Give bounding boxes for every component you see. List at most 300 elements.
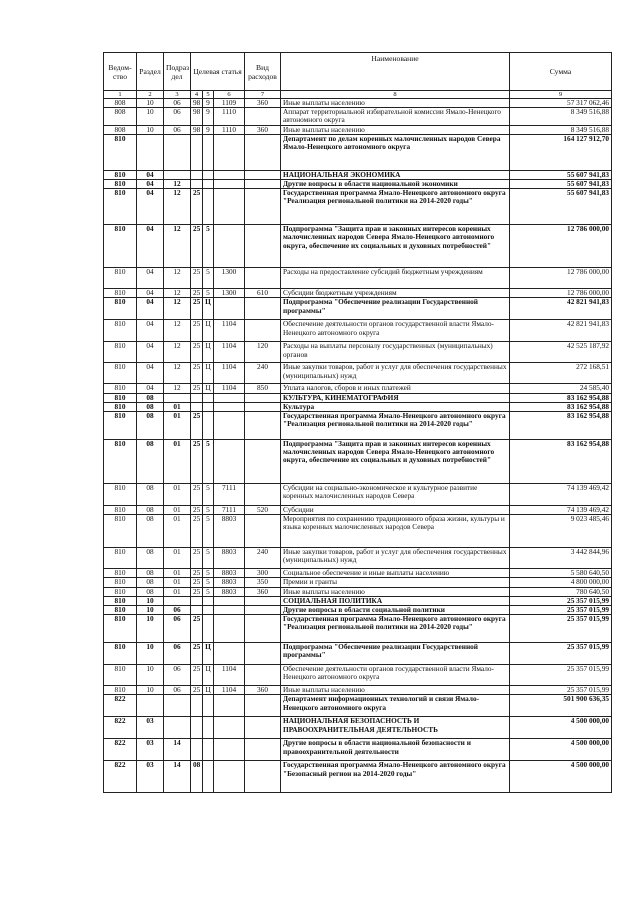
cell-amount: 8 349 516,88: [510, 125, 612, 134]
cell-podrazdel: 14: [164, 739, 191, 761]
cell-target-program: [191, 170, 203, 179]
cell-vedomstvo: 810: [104, 363, 137, 384]
cell-amount: 780 640,50: [510, 587, 612, 596]
cell-name: Субсидии на социально-экономическое и культурное развитие коренных малочисленных народов Севера: [281, 484, 510, 506]
cell-target-direction: [214, 412, 245, 440]
cell-amount: 12 786 000,00: [510, 268, 612, 289]
cell-vedomstvo: 810: [104, 506, 137, 515]
cell-target-subprogram: [203, 596, 214, 605]
cell-razdel: 08: [137, 515, 164, 548]
cell-expense-type: [245, 643, 281, 665]
cell-amount: 55 607 941,83: [510, 189, 612, 225]
cell-expense-type: 360: [245, 587, 281, 596]
cell-name: КУЛЬТУРА, КИНЕМАТОГРАФИЯ: [281, 393, 510, 402]
cell-expense-type: [245, 393, 281, 402]
cell-amount: 42 821 941,83: [510, 320, 612, 342]
column-number: 1: [104, 91, 137, 99]
cell-vedomstvo: 810: [104, 320, 137, 342]
cell-name: Уплата налогов, сборов и иных платежей: [281, 384, 510, 393]
cell-expense-type: [245, 320, 281, 342]
cell-razdel: 08: [137, 484, 164, 506]
cell-name: Премии и гранты: [281, 578, 510, 587]
column-number: 5: [203, 91, 214, 99]
cell-amount: 83 162 954,88: [510, 393, 612, 402]
cell-expense-type: [245, 665, 281, 686]
cell-razdel: [137, 695, 164, 717]
cell-amount: 3 442 844,96: [510, 548, 612, 569]
header-podrazdel: Подраз дел: [164, 53, 191, 91]
cell-amount: 83 162 954,88: [510, 402, 612, 411]
cell-razdel: 04: [137, 268, 164, 289]
cell-target-subprogram: Ц: [203, 665, 214, 686]
cell-podrazdel: 06: [164, 99, 191, 108]
cell-expense-type: [245, 615, 281, 643]
cell-podrazdel: 12: [164, 384, 191, 393]
cell-vedomstvo: 808: [104, 99, 137, 108]
cell-target-subprogram: [203, 134, 214, 170]
cell-name: СОЦИАЛЬНАЯ ПОЛИТИКА: [281, 596, 510, 605]
cell-target-program: 25: [191, 189, 203, 225]
cell-razdel: 04: [137, 342, 164, 363]
cell-name: Культура: [281, 402, 510, 411]
cell-amount: 25 357 015,99: [510, 596, 612, 605]
column-number: 4: [191, 91, 203, 99]
cell-podrazdel: 12: [164, 180, 191, 189]
cell-target-program: 25: [191, 587, 203, 596]
cell-name: НАЦИОНАЛЬНАЯ БЕЗОПАСНОСТЬ И ПРАВООХРАНИТЕЛЬНАЯ ДЕЯТЕЛЬНОСТЬ: [281, 717, 510, 739]
cell-razdel: 08: [137, 548, 164, 569]
cell-expense-type: [245, 606, 281, 615]
cell-razdel: 08: [137, 440, 164, 484]
cell-name: Государственная программа Ямало-Ненецкого автономного округа "Реализация региональной политики на 2014-2020 годы": [281, 189, 510, 225]
table-row: [104, 615, 612, 643]
cell-target-subprogram: 5: [203, 548, 214, 569]
cell-expense-type: [245, 134, 281, 170]
cell-vedomstvo: 810: [104, 686, 137, 695]
cell-amount: 4 500 000,00: [510, 761, 612, 793]
cell-target-subprogram: [203, 695, 214, 717]
cell-target-subprogram: [203, 180, 214, 189]
cell-expense-type: 520: [245, 506, 281, 515]
cell-expense-type: [245, 189, 281, 225]
cell-amount: 4 800 000,00: [510, 578, 612, 587]
cell-vedomstvo: 810: [104, 596, 137, 605]
cell-amount: 83 162 954,88: [510, 440, 612, 484]
cell-razdel: 08: [137, 587, 164, 596]
cell-expense-type: [245, 761, 281, 793]
cell-podrazdel: 01: [164, 506, 191, 515]
table-row: [104, 342, 612, 363]
cell-podrazdel: 06: [164, 108, 191, 125]
cell-target-subprogram: [203, 412, 214, 440]
cell-podrazdel: 01: [164, 578, 191, 587]
column-number-row: [104, 91, 612, 99]
cell-target-program: [191, 695, 203, 717]
cell-vedomstvo: 810: [104, 615, 137, 643]
cell-name: Социальное обеспечение и иные выплаты населению: [281, 569, 510, 578]
cell-name: Подпрограмма "Защита прав и законных интересов коренных малочисленных народов Севера Ямало-Ненецкого автономного округа, обеспечение их социальных и духовных потребностей": [281, 440, 510, 484]
cell-target-direction: [214, 393, 245, 402]
cell-amount: 272 168,51: [510, 363, 612, 384]
column-number: 6: [214, 91, 245, 99]
cell-name: Обеспечение деятельности органов государственной власти Ямало-Ненецкого автономного округа: [281, 665, 510, 686]
cell-target-program: [191, 402, 203, 411]
table-row: [104, 225, 612, 268]
cell-podrazdel: [164, 134, 191, 170]
cell-name: НАЦИОНАЛЬНАЯ ЭКОНОМИКА: [281, 170, 510, 179]
column-number: 7: [245, 91, 281, 99]
cell-amount: 12 786 000,00: [510, 289, 612, 298]
cell-amount: 25 357 015,99: [510, 615, 612, 643]
cell-target-subprogram: Ц: [203, 298, 214, 320]
column-number: 9: [510, 91, 612, 99]
cell-amount: 42 525 187,92: [510, 342, 612, 363]
table-row: [104, 289, 612, 298]
cell-expense-type: 300: [245, 569, 281, 578]
cell-podrazdel: [164, 393, 191, 402]
cell-expense-type: [245, 268, 281, 289]
cell-target-subprogram: 9: [203, 125, 214, 134]
cell-vedomstvo: 808: [104, 108, 137, 125]
cell-target-program: 25: [191, 686, 203, 695]
cell-name: Другие вопросы в области социальной политики: [281, 606, 510, 615]
cell-target-program: 25: [191, 412, 203, 440]
cell-razdel: 10: [137, 606, 164, 615]
budget-document: [103, 52, 612, 793]
cell-podrazdel: 12: [164, 268, 191, 289]
cell-vedomstvo: 810: [104, 384, 137, 393]
cell-amount: 164 127 912,70: [510, 134, 612, 170]
cell-name: Подпрограмма "Обеспечение реализации Государственной программы": [281, 298, 510, 320]
cell-vedomstvo: 810: [104, 189, 137, 225]
cell-name: Мероприятия по сохранению традиционного образа жизни, культуры и языка коренных малочисленных народов Севера: [281, 515, 510, 548]
cell-podrazdel: 06: [164, 125, 191, 134]
cell-podrazdel: 12: [164, 342, 191, 363]
cell-target-program: [191, 596, 203, 605]
cell-razdel: 10: [137, 596, 164, 605]
table-row: [104, 412, 612, 440]
cell-name: Государственная программа Ямало-Ненецкого автономного округа "Реализация региональной политики на 2014-2020 годы": [281, 412, 510, 440]
cell-podrazdel: 12: [164, 298, 191, 320]
table-row: [104, 587, 612, 596]
cell-target-direction: [214, 717, 245, 739]
cell-target-direction: 1104: [214, 363, 245, 384]
cell-vedomstvo: 822: [104, 695, 137, 717]
cell-target-direction: 1300: [214, 289, 245, 298]
cell-name: Подпрограмма "Защита прав и законных интересов коренных малочисленных народов Севера Ямало-Ненецкого автономного округа, обеспечение их социальных и духовных потребностей": [281, 225, 510, 268]
cell-target-subprogram: [203, 170, 214, 179]
table-row: [104, 125, 612, 134]
cell-target-program: 25: [191, 289, 203, 298]
cell-vedomstvo: 810: [104, 298, 137, 320]
cell-target-subprogram: [203, 402, 214, 411]
cell-name: Департамент информационных технологий и связи Ямало-Ненецкого автономного округа: [281, 695, 510, 717]
cell-target-direction: [214, 402, 245, 411]
cell-name: Субсидии бюджетным учреждениям: [281, 289, 510, 298]
cell-razdel: 08: [137, 393, 164, 402]
cell-expense-type: [245, 225, 281, 268]
table-row: [104, 578, 612, 587]
cell-target-program: 25: [191, 515, 203, 548]
cell-podrazdel: [164, 596, 191, 605]
cell-name: Другие вопросы в области национальной экономики: [281, 180, 510, 189]
cell-expense-type: 120: [245, 342, 281, 363]
cell-target-program: 98: [191, 99, 203, 108]
table-row: [104, 320, 612, 342]
cell-razdel: 08: [137, 569, 164, 578]
cell-target-program: 25: [191, 342, 203, 363]
cell-podrazdel: [164, 170, 191, 179]
cell-vedomstvo: 810: [104, 180, 137, 189]
table-row: [104, 606, 612, 615]
cell-target-program: 08: [191, 761, 203, 793]
cell-target-subprogram: [203, 615, 214, 643]
cell-expense-type: [245, 108, 281, 125]
cell-target-subprogram: Ц: [203, 643, 214, 665]
cell-expense-type: [245, 440, 281, 484]
cell-target-subprogram: [203, 761, 214, 793]
cell-target-subprogram: 5: [203, 515, 214, 548]
cell-podrazdel: 12: [164, 289, 191, 298]
cell-podrazdel: 01: [164, 412, 191, 440]
cell-expense-type: [245, 170, 281, 179]
header-ved: Ведом-ство: [104, 53, 137, 91]
cell-target-subprogram: Ц: [203, 342, 214, 363]
cell-razdel: 08: [137, 412, 164, 440]
cell-target-direction: 8803: [214, 587, 245, 596]
cell-target-program: 25: [191, 484, 203, 506]
cell-target-program: 98: [191, 108, 203, 125]
cell-name: Аппарат территориальной избирательной комиссии Ямало-Ненецкого автономного округа: [281, 108, 510, 125]
cell-target-direction: [214, 596, 245, 605]
cell-podrazdel: 06: [164, 615, 191, 643]
cell-target-direction: [214, 180, 245, 189]
cell-amount: 8 349 516,88: [510, 108, 612, 125]
cell-razdel: 08: [137, 402, 164, 411]
cell-target-program: 25: [191, 548, 203, 569]
header-row: [104, 53, 612, 91]
cell-target-subprogram: 5: [203, 289, 214, 298]
cell-target-subprogram: 5: [203, 578, 214, 587]
cell-target-direction: 1104: [214, 342, 245, 363]
cell-target-subprogram: Ц: [203, 363, 214, 384]
cell-amount: 501 900 636,35: [510, 695, 612, 717]
cell-target-subprogram: 5: [203, 225, 214, 268]
cell-razdel: 04: [137, 225, 164, 268]
cell-target-direction: [214, 298, 245, 320]
cell-target-subprogram: [203, 606, 214, 615]
table-row: [104, 596, 612, 605]
cell-expense-type: 360: [245, 125, 281, 134]
cell-name: Другие вопросы в области национальной безопасности и правоохранительной деятельности: [281, 739, 510, 761]
cell-target-subprogram: [203, 393, 214, 402]
cell-target-program: 25: [191, 506, 203, 515]
cell-name: Расходы на выплаты персоналу государственных (муниципальных) органов: [281, 342, 510, 363]
cell-target-program: 25: [191, 665, 203, 686]
cell-vedomstvo: 810: [104, 569, 137, 578]
cell-target-direction: 8803: [214, 578, 245, 587]
table-row: [104, 761, 612, 793]
cell-razdel: 10: [137, 108, 164, 125]
cell-podrazdel: 14: [164, 761, 191, 793]
cell-expense-type: [245, 515, 281, 548]
table-row: [104, 695, 612, 717]
table-row: [104, 268, 612, 289]
cell-razdel: 10: [137, 686, 164, 695]
cell-expense-type: 360: [245, 99, 281, 108]
cell-target-direction: 1104: [214, 384, 245, 393]
cell-name: Иные выплаты населению: [281, 125, 510, 134]
table-row: [104, 170, 612, 179]
cell-podrazdel: 01: [164, 548, 191, 569]
cell-name: Иные закупки товаров, работ и услуг для обеспечения государственных (муниципальных) нужд: [281, 363, 510, 384]
cell-target-direction: [214, 761, 245, 793]
cell-name: Иные выплаты населению: [281, 99, 510, 108]
cell-razdel: 10: [137, 665, 164, 686]
cell-target-program: 25: [191, 440, 203, 484]
cell-target-direction: [214, 643, 245, 665]
table-row: [104, 515, 612, 548]
cell-razdel: 04: [137, 384, 164, 393]
cell-expense-type: [245, 412, 281, 440]
cell-amount: 12 786 000,00: [510, 225, 612, 268]
cell-vedomstvo: 810: [104, 289, 137, 298]
cell-podrazdel: 12: [164, 189, 191, 225]
table-row: [104, 686, 612, 695]
cell-name: Государственная программа Ямало-Ненецкого автономного округа "Реализация региональной политики на 2014-2020 годы": [281, 615, 510, 643]
cell-razdel: 03: [137, 761, 164, 793]
table-row: [104, 108, 612, 125]
cell-target-program: [191, 739, 203, 761]
cell-razdel: 03: [137, 739, 164, 761]
cell-target-program: 25: [191, 569, 203, 578]
cell-vedomstvo: 808: [104, 125, 137, 134]
cell-vedomstvo: 810: [104, 484, 137, 506]
cell-vedomstvo: 810: [104, 548, 137, 569]
header-celevaya: Целевая статья: [191, 53, 245, 91]
cell-name: Расходы на предоставление субсидий бюджетным учреждениям: [281, 268, 510, 289]
cell-amount: 25 357 015,99: [510, 643, 612, 665]
cell-vedomstvo: 810: [104, 606, 137, 615]
cell-amount: 4 500 000,00: [510, 739, 612, 761]
table-body: [104, 99, 612, 793]
cell-target-direction: 1110: [214, 125, 245, 134]
cell-podrazdel: 12: [164, 320, 191, 342]
cell-name: Обеспечение деятельности органов государственной власти Ямало-Ненецкого автономного округа: [281, 320, 510, 342]
cell-podrazdel: 01: [164, 569, 191, 578]
cell-name: Иные закупки товаров, работ и услуг для обеспечения государственных (муниципальных) нужд: [281, 548, 510, 569]
header-summa: Сумма: [510, 53, 612, 91]
cell-amount: 55 607 941,83: [510, 170, 612, 179]
column-number: 2: [137, 91, 164, 99]
cell-amount: 42 821 941,83: [510, 298, 612, 320]
cell-amount: 25 357 015,99: [510, 686, 612, 695]
cell-target-direction: [214, 134, 245, 170]
table-row: [104, 134, 612, 170]
cell-expense-type: [245, 180, 281, 189]
cell-target-subprogram: 5: [203, 268, 214, 289]
cell-podrazdel: [164, 695, 191, 717]
cell-expense-type: 360: [245, 686, 281, 695]
cell-target-subprogram: [203, 739, 214, 761]
cell-target-direction: 8803: [214, 515, 245, 548]
cell-target-subprogram: 5: [203, 587, 214, 596]
header-vid: Вид расходов: [245, 53, 281, 91]
cell-name: Государственная программа Ямало-Ненецкого автономного округа "Безопасный регион на 2014-2020 годы": [281, 761, 510, 793]
cell-vedomstvo: 810: [104, 412, 137, 440]
cell-vedomstvo: 810: [104, 134, 137, 170]
cell-target-program: 25: [191, 298, 203, 320]
table-row: [104, 180, 612, 189]
cell-podrazdel: 06: [164, 665, 191, 686]
cell-razdel: 04: [137, 289, 164, 298]
cell-target-program: [191, 393, 203, 402]
table-row: [104, 569, 612, 578]
cell-target-direction: [214, 170, 245, 179]
cell-vedomstvo: 810: [104, 665, 137, 686]
cell-target-direction: 1110: [214, 108, 245, 125]
cell-expense-type: 240: [245, 363, 281, 384]
cell-vedomstvo: 822: [104, 739, 137, 761]
cell-amount: 24 585,40: [510, 384, 612, 393]
table-row: [104, 363, 612, 384]
cell-target-direction: 1300: [214, 268, 245, 289]
cell-amount: 74 139 469,42: [510, 484, 612, 506]
cell-razdel: 10: [137, 99, 164, 108]
cell-target-direction: 7111: [214, 506, 245, 515]
cell-target-direction: [214, 695, 245, 717]
cell-vedomstvo: 822: [104, 761, 137, 793]
cell-target-program: [191, 134, 203, 170]
cell-target-direction: 1104: [214, 320, 245, 342]
cell-podrazdel: [164, 717, 191, 739]
table-row: [104, 189, 612, 225]
cell-target-subprogram: Ц: [203, 686, 214, 695]
cell-vedomstvo: 810: [104, 393, 137, 402]
cell-expense-type: [245, 402, 281, 411]
table-row: [104, 643, 612, 665]
cell-amount: 9 023 485,46: [510, 515, 612, 548]
cell-expense-type: [245, 484, 281, 506]
cell-target-program: [191, 717, 203, 739]
budget-table: [103, 52, 612, 793]
cell-name: Департамент по делам коренных малочисленных народов Севера Ямало-Ненецкого автономного округа: [281, 134, 510, 170]
cell-vedomstvo: 810: [104, 578, 137, 587]
cell-target-program: 25: [191, 384, 203, 393]
cell-target-program: 25: [191, 363, 203, 384]
cell-target-direction: 8803: [214, 569, 245, 578]
cell-target-direction: 1104: [214, 686, 245, 695]
cell-name: Субсидии: [281, 506, 510, 515]
cell-amount: 25 357 015,99: [510, 606, 612, 615]
cell-razdel: [137, 134, 164, 170]
column-number: 3: [164, 91, 191, 99]
cell-razdel: 04: [137, 170, 164, 179]
cell-expense-type: [245, 298, 281, 320]
cell-target-direction: 1109: [214, 99, 245, 108]
table-row: [104, 548, 612, 569]
table-row: [104, 393, 612, 402]
cell-target-subprogram: 5: [203, 569, 214, 578]
cell-amount: 83 162 954,88: [510, 412, 612, 440]
cell-razdel: 10: [137, 615, 164, 643]
cell-target-subprogram: [203, 717, 214, 739]
cell-vedomstvo: 810: [104, 587, 137, 596]
cell-podrazdel: 06: [164, 686, 191, 695]
cell-amount: 5 580 640,50: [510, 569, 612, 578]
cell-podrazdel: 12: [164, 225, 191, 268]
cell-vedomstvo: 822: [104, 717, 137, 739]
